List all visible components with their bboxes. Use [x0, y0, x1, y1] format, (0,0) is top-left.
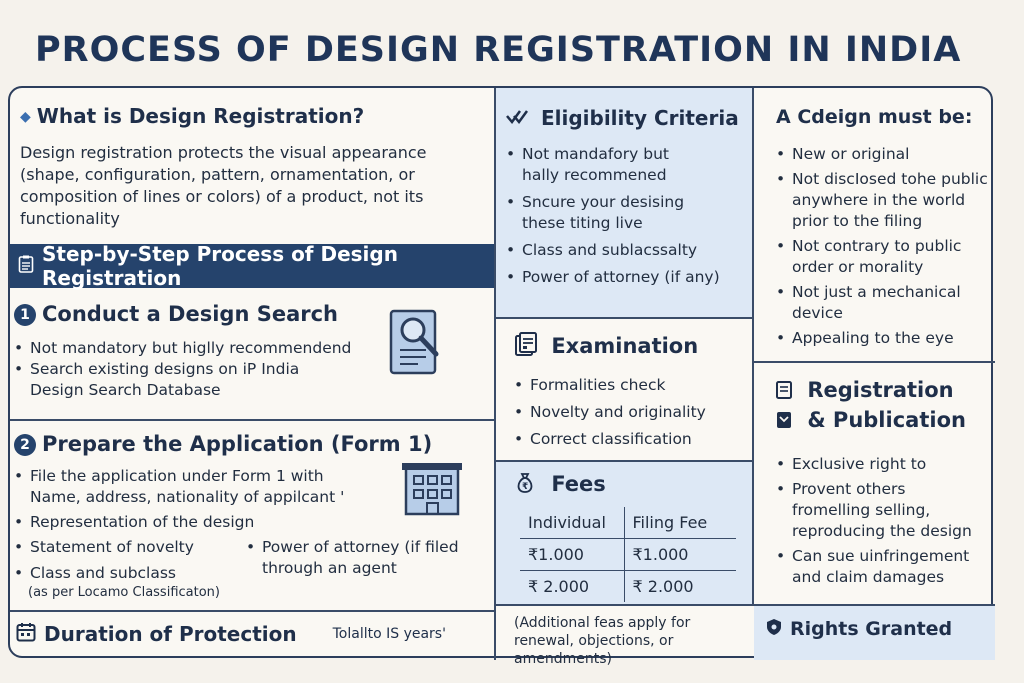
step2-heading: 2 Prepare the Application (Form 1)	[14, 432, 484, 456]
list-item: • Not contrary to public order or morality	[776, 236, 966, 278]
divider	[10, 610, 494, 612]
registration-list	[776, 454, 988, 588]
list-item: • Appealing to the eye	[776, 328, 988, 349]
fees-heading: ₹ Fees	[514, 472, 750, 499]
eligibility-list	[506, 144, 746, 288]
page-title: PROCESS OF DESIGN REGISTRATION IN INDIA	[35, 30, 962, 70]
fees-table	[520, 507, 736, 602]
document-icon	[18, 254, 34, 278]
step2-left-list	[14, 537, 244, 584]
divider	[10, 419, 494, 421]
table-cell: ₹1.000	[520, 539, 624, 571]
divider	[752, 361, 995, 363]
svg-text:₹: ₹	[522, 482, 529, 492]
divider	[494, 604, 995, 606]
list-item: • Provent others fromelling selling, reproducing the design	[776, 479, 981, 542]
must-heading: A Cdeign must be:	[776, 106, 973, 128]
list-item: • Not mandatory but higlly recommendend	[14, 338, 374, 359]
diamond-icon: ◆	[20, 109, 31, 125]
examination-list	[514, 375, 744, 450]
step-number: 1	[14, 304, 36, 326]
step1-list	[14, 338, 374, 401]
list-item: • Exclusive right to	[776, 454, 988, 475]
clipboard-icon	[514, 337, 545, 361]
list-item: • Class and subclass	[14, 563, 244, 584]
registration-heading: Registration & Publication	[776, 376, 988, 436]
list-item: • Correct classification	[514, 429, 744, 450]
duration-value: Tolallto IS years'	[332, 626, 446, 642]
divider	[494, 460, 752, 462]
list-item: • Formalities check	[514, 375, 744, 396]
table-cell: ₹ 2.000	[624, 571, 736, 603]
examination-heading: Examination	[514, 332, 744, 361]
search-document-icon	[388, 308, 450, 382]
office-building-icon	[400, 460, 464, 520]
step2-right-list	[246, 537, 461, 579]
calendar-icon	[16, 622, 36, 646]
double-check-icon	[506, 106, 535, 130]
table-cell: ₹ 2.000	[528, 577, 590, 596]
shield-icon	[766, 618, 782, 640]
list-item: • Sncure your desising these titing live	[506, 192, 706, 234]
step1-heading: 1 Conduct a Design Search	[14, 302, 394, 326]
step-number: 2	[14, 434, 36, 456]
list-item: • Can sue uinfringement and claim damages	[776, 546, 976, 588]
table-cell: ₹1.000	[624, 539, 736, 571]
list-item: • Not just a mechanical device	[776, 282, 966, 324]
list-item: • Statement of novelty	[14, 537, 244, 558]
divider	[494, 88, 496, 660]
fees-note: (Additional feas apply for renewal, objections, or amendments)	[514, 615, 691, 667]
process-banner: Step-by-Step Process of Design Registration	[10, 244, 494, 288]
list-item: • File the application under Form 1 with Name, address, nationality of appilcant '	[14, 466, 364, 508]
list-item: • Class and sublacssalty	[506, 240, 746, 261]
list-item: • Novelty and originality	[514, 402, 744, 423]
divider	[752, 88, 754, 606]
money-bag-icon	[514, 475, 543, 499]
must-list	[776, 144, 988, 349]
infographic-frame	[8, 86, 993, 667]
table-row	[520, 571, 736, 603]
printer-icon	[776, 380, 799, 404]
list-item: • Search existing designs on iP India Design Search Database	[14, 359, 314, 401]
list-item: • Representation of the design	[14, 512, 484, 533]
classification-note: (as per Locamo Classificaton)	[28, 585, 220, 600]
table-header: Filing Fee	[624, 507, 736, 539]
stamp-icon	[776, 410, 799, 434]
list-item: • New or original	[776, 144, 988, 165]
eligibility-heading: Eligibility Criteria	[506, 106, 746, 130]
table-header: Individual	[520, 507, 624, 539]
duration-heading: Duration of Protection	[44, 622, 297, 646]
list-item: • Power of attorney (if filed through an agent	[246, 537, 461, 579]
table-row	[520, 507, 736, 539]
divider	[494, 317, 752, 319]
what-body: Design registration protects the visual appearance (shape, configuration, pattern, ornamentation, or composition of lines or colors) of a product, not its functionality	[20, 143, 427, 228]
list-item: • Not discIosed tohe public anywhere in the world prior to the filing	[776, 169, 988, 232]
list-item: • Not mandafory but hally recommened	[506, 144, 711, 186]
what-heading: ◆ What is Design Registration?	[20, 104, 365, 128]
table-row	[520, 539, 736, 571]
list-item: • Power of attorney (if any)	[506, 267, 746, 288]
rights-heading: Rights Granted	[790, 618, 953, 640]
